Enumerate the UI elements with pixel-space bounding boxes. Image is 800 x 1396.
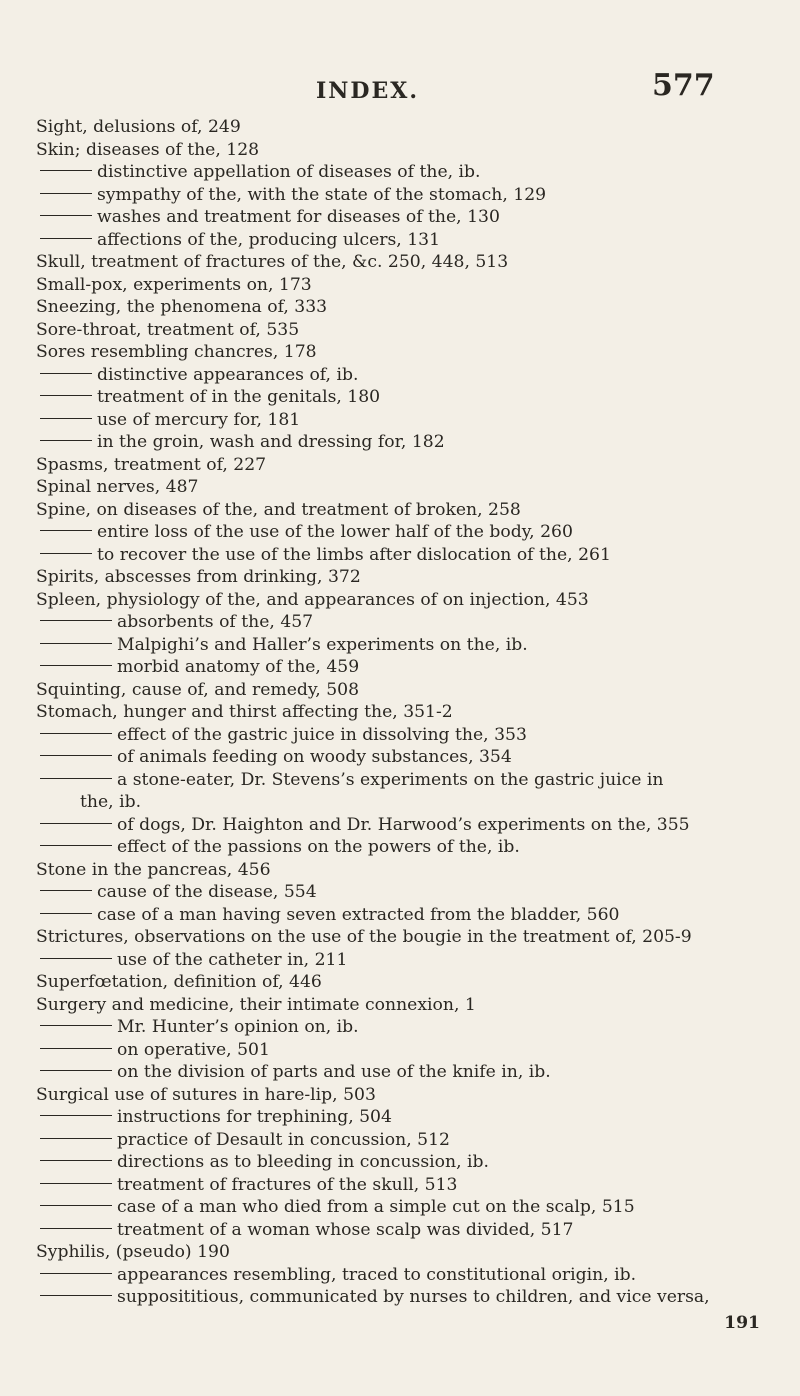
index-subentry (36, 1016, 776, 1039)
ditto-rule (40, 1273, 112, 1274)
index-subentry (36, 521, 776, 544)
entry-text: cause of the disease, 554 (97, 882, 317, 902)
entry-text: Sight, delusions of, 249 (36, 117, 241, 137)
entry-text: of dogs, Dr. Haighton and Dr. Harwood’s experiments on the, 355 (117, 814, 690, 835)
index-entry (36, 341, 776, 364)
index-subentry (36, 161, 776, 184)
entry-text: morbid anatomy of the, 459 (117, 657, 360, 677)
index-entry (36, 701, 776, 724)
entry-text: Small-pox, experiments on, 173 (36, 274, 312, 295)
index-subentry (36, 769, 776, 792)
entry-text: in the groin, wash and dressing for, 182 (97, 432, 445, 452)
ditto-rule (40, 1160, 112, 1161)
entry-text: Skull, treatment of fractures of the, &c. 250, 448, 513 (36, 252, 509, 272)
ditto-rule (40, 1070, 112, 1071)
ditto-rule (40, 1048, 112, 1049)
index-subentry (36, 904, 776, 927)
entry-text: distinctive appellation of diseases of the, ib. (97, 162, 481, 182)
index-subentry (36, 634, 776, 657)
entry-text: Strictures, observations on the use of the bougie in the treatment of, 205-9 (36, 927, 692, 947)
entry-text: the, ib. (80, 792, 142, 812)
entry-text: Sore-throat, treatment of, 535 (36, 319, 300, 340)
ditto-rule (40, 1205, 112, 1206)
entry-text: supposititious, communicated by nurses to children, and vice versa, (117, 1287, 710, 1307)
index-subentry (36, 386, 776, 409)
index-subentry (36, 431, 776, 454)
ditto-rule (40, 193, 92, 194)
ditto-rule (40, 238, 92, 239)
index-entry (36, 1084, 776, 1107)
ditto-rule (40, 778, 112, 779)
entry-text: Sores resembling chancres, 178 (36, 342, 317, 362)
entry-text: instructions for trephining, 504 (117, 1107, 392, 1127)
entry-text: effect of the passions on the powers of the, ib. (117, 837, 520, 857)
ditto-rule (40, 845, 112, 846)
ditto-rule (40, 755, 112, 756)
ditto-rule (40, 418, 92, 419)
entry-text: sympathy of the, with the state of the stomach, 129 (97, 184, 547, 205)
entry-text: washes and treatment for diseases of the, 130 (97, 207, 500, 227)
ditto-rule (40, 440, 92, 441)
index-subentry (36, 184, 776, 207)
index-entries (36, 116, 776, 1309)
index-entry (36, 1241, 776, 1264)
entry-text: Spleen, physiology of the, and appearances of on injection, 453 (36, 589, 589, 610)
ditto-rule (40, 643, 112, 644)
index-entry (36, 296, 776, 319)
ditto-rule (40, 1115, 112, 1116)
index-entry (36, 971, 776, 994)
ditto-rule (40, 1025, 112, 1026)
entry-text: appearances resembling, traced to constitutional origin, ib. (117, 1264, 637, 1285)
ditto-rule (40, 958, 112, 959)
page-number: 577 (652, 68, 715, 103)
ditto-rule (40, 215, 92, 216)
index-entry (36, 679, 776, 702)
index-subentry (36, 814, 776, 837)
index-subentry (36, 206, 776, 229)
entry-text: Spasms, treatment of, 227 (36, 454, 267, 475)
index-entry (36, 454, 776, 477)
ditto-rule (40, 530, 92, 531)
entry-text: entire loss of the use of the lower half of the body, 260 (97, 522, 573, 542)
entry-text: to recover the use of the limbs after dislocation of the, 261 (97, 544, 611, 565)
index-subentry (36, 724, 776, 747)
index-entry (36, 116, 776, 139)
entry-text: Malpighi’s and Haller’s experiments on the, ib. (117, 634, 528, 655)
index-subentry (36, 229, 776, 252)
entry-text: treatment of in the genitals, 180 (97, 387, 381, 407)
entry-text: Spinal nerves, 487 (36, 477, 199, 497)
entry-text: directions as to bleeding in concussion, ib. (117, 1152, 489, 1172)
entry-text: use of mercury for, 181 (97, 409, 301, 430)
ditto-rule (40, 395, 92, 396)
ditto-rule (40, 1183, 112, 1184)
index-subentry (36, 544, 776, 567)
entry-text: on the division of parts and use of the knife in, ib. (117, 1062, 551, 1082)
ditto-rule (40, 890, 92, 891)
ditto-rule (40, 1228, 112, 1229)
entry-text: Surgery and medicine, their intimate connexion, 1 (36, 994, 476, 1015)
entry-text: Stomach, hunger and thirst affecting the, 351-2 (36, 702, 453, 722)
ditto-rule (40, 373, 92, 374)
index-subentry (36, 1196, 776, 1219)
ditto-rule (40, 1295, 112, 1296)
entry-text: Squinting, cause of, and remedy, 508 (36, 679, 360, 700)
index-subentry (36, 746, 776, 769)
index-subentry (36, 1151, 776, 1174)
index-entry (36, 139, 776, 162)
index-entry (36, 274, 776, 297)
index-subentry (36, 1061, 776, 1084)
index-subentry (36, 1219, 776, 1242)
entry-text: affections of the, producing ulcers, 131 (97, 229, 441, 250)
index-entry (36, 499, 776, 522)
ditto-rule (40, 553, 92, 554)
index-subentry (36, 949, 776, 972)
entry-text: case of a man having seven extracted from the bladder, 560 (97, 904, 620, 925)
entry-text: treatment of a woman whose scalp was divided, 517 (117, 1219, 574, 1240)
index-subentry (36, 409, 776, 432)
index-entry (36, 589, 776, 612)
ditto-rule (40, 620, 112, 621)
index-entry (36, 859, 776, 882)
ditto-rule (40, 823, 112, 824)
entry-text: a stone-eater, Dr. Stevens’s experiments on the gastric juice in (117, 769, 664, 790)
index-subentry (36, 611, 776, 634)
entry-text: Spine, on diseases of the, and treatment of broken, 258 (36, 499, 521, 520)
page-title: INDEX. (316, 78, 419, 104)
index-subentry (36, 1039, 776, 1062)
index-entry (36, 319, 776, 342)
index-subentry (36, 364, 776, 387)
ditto-rule (40, 665, 112, 666)
index-subentry (36, 656, 776, 679)
index-entry (36, 926, 776, 949)
entry-text: distinctive appearances of, ib. (97, 364, 359, 385)
ditto-rule (40, 913, 92, 914)
entry-text: of animals feeding on woody substances, 354 (117, 747, 512, 767)
index-subentry (36, 1106, 776, 1129)
index-subentry (36, 791, 776, 814)
signature-mark: 191 (724, 1313, 760, 1333)
entry-text: Sneezing, the phenomena of, 333 (36, 297, 328, 317)
entry-text: case of a man who died from a simple cut on the scalp, 515 (117, 1197, 635, 1217)
entry-text: Mr. Hunter’s opinion on, ib. (117, 1017, 359, 1037)
index-subentry (36, 1129, 776, 1152)
index-subentry (36, 836, 776, 859)
entry-text: absorbents of the, 457 (117, 612, 314, 632)
index-subentry (36, 881, 776, 904)
ditto-rule (40, 170, 92, 171)
index-entry (36, 476, 776, 499)
ditto-rule (40, 733, 112, 734)
entry-text: effect of the gastric juice in dissolving the, 353 (117, 724, 527, 745)
index-entry (36, 994, 776, 1017)
entry-text: Skin; diseases of the, 128 (36, 139, 260, 160)
entry-text: practice of Desault in concussion, 512 (117, 1129, 450, 1150)
entry-text: Surgical use of sutures in hare-lip, 503 (36, 1084, 376, 1105)
index-entry (36, 566, 776, 589)
entry-text: Stone in the pancreas, 456 (36, 859, 271, 880)
entry-text: on operative, 501 (117, 1039, 270, 1060)
index-subentry (36, 1174, 776, 1197)
entry-text: Syphilis, (pseudo) 190 (36, 1242, 230, 1262)
ditto-rule (40, 1138, 112, 1139)
index-subentry (36, 1264, 776, 1287)
entry-text: Spirits, abscesses from drinking, 372 (36, 567, 361, 587)
entry-text: Superfœtation, definition of, 446 (36, 972, 322, 992)
index-entry (36, 251, 776, 274)
index-subentry (36, 1286, 776, 1309)
entry-text: treatment of fractures of the skull, 513 (117, 1174, 458, 1195)
entry-text: use of the catheter in, 211 (117, 949, 348, 970)
